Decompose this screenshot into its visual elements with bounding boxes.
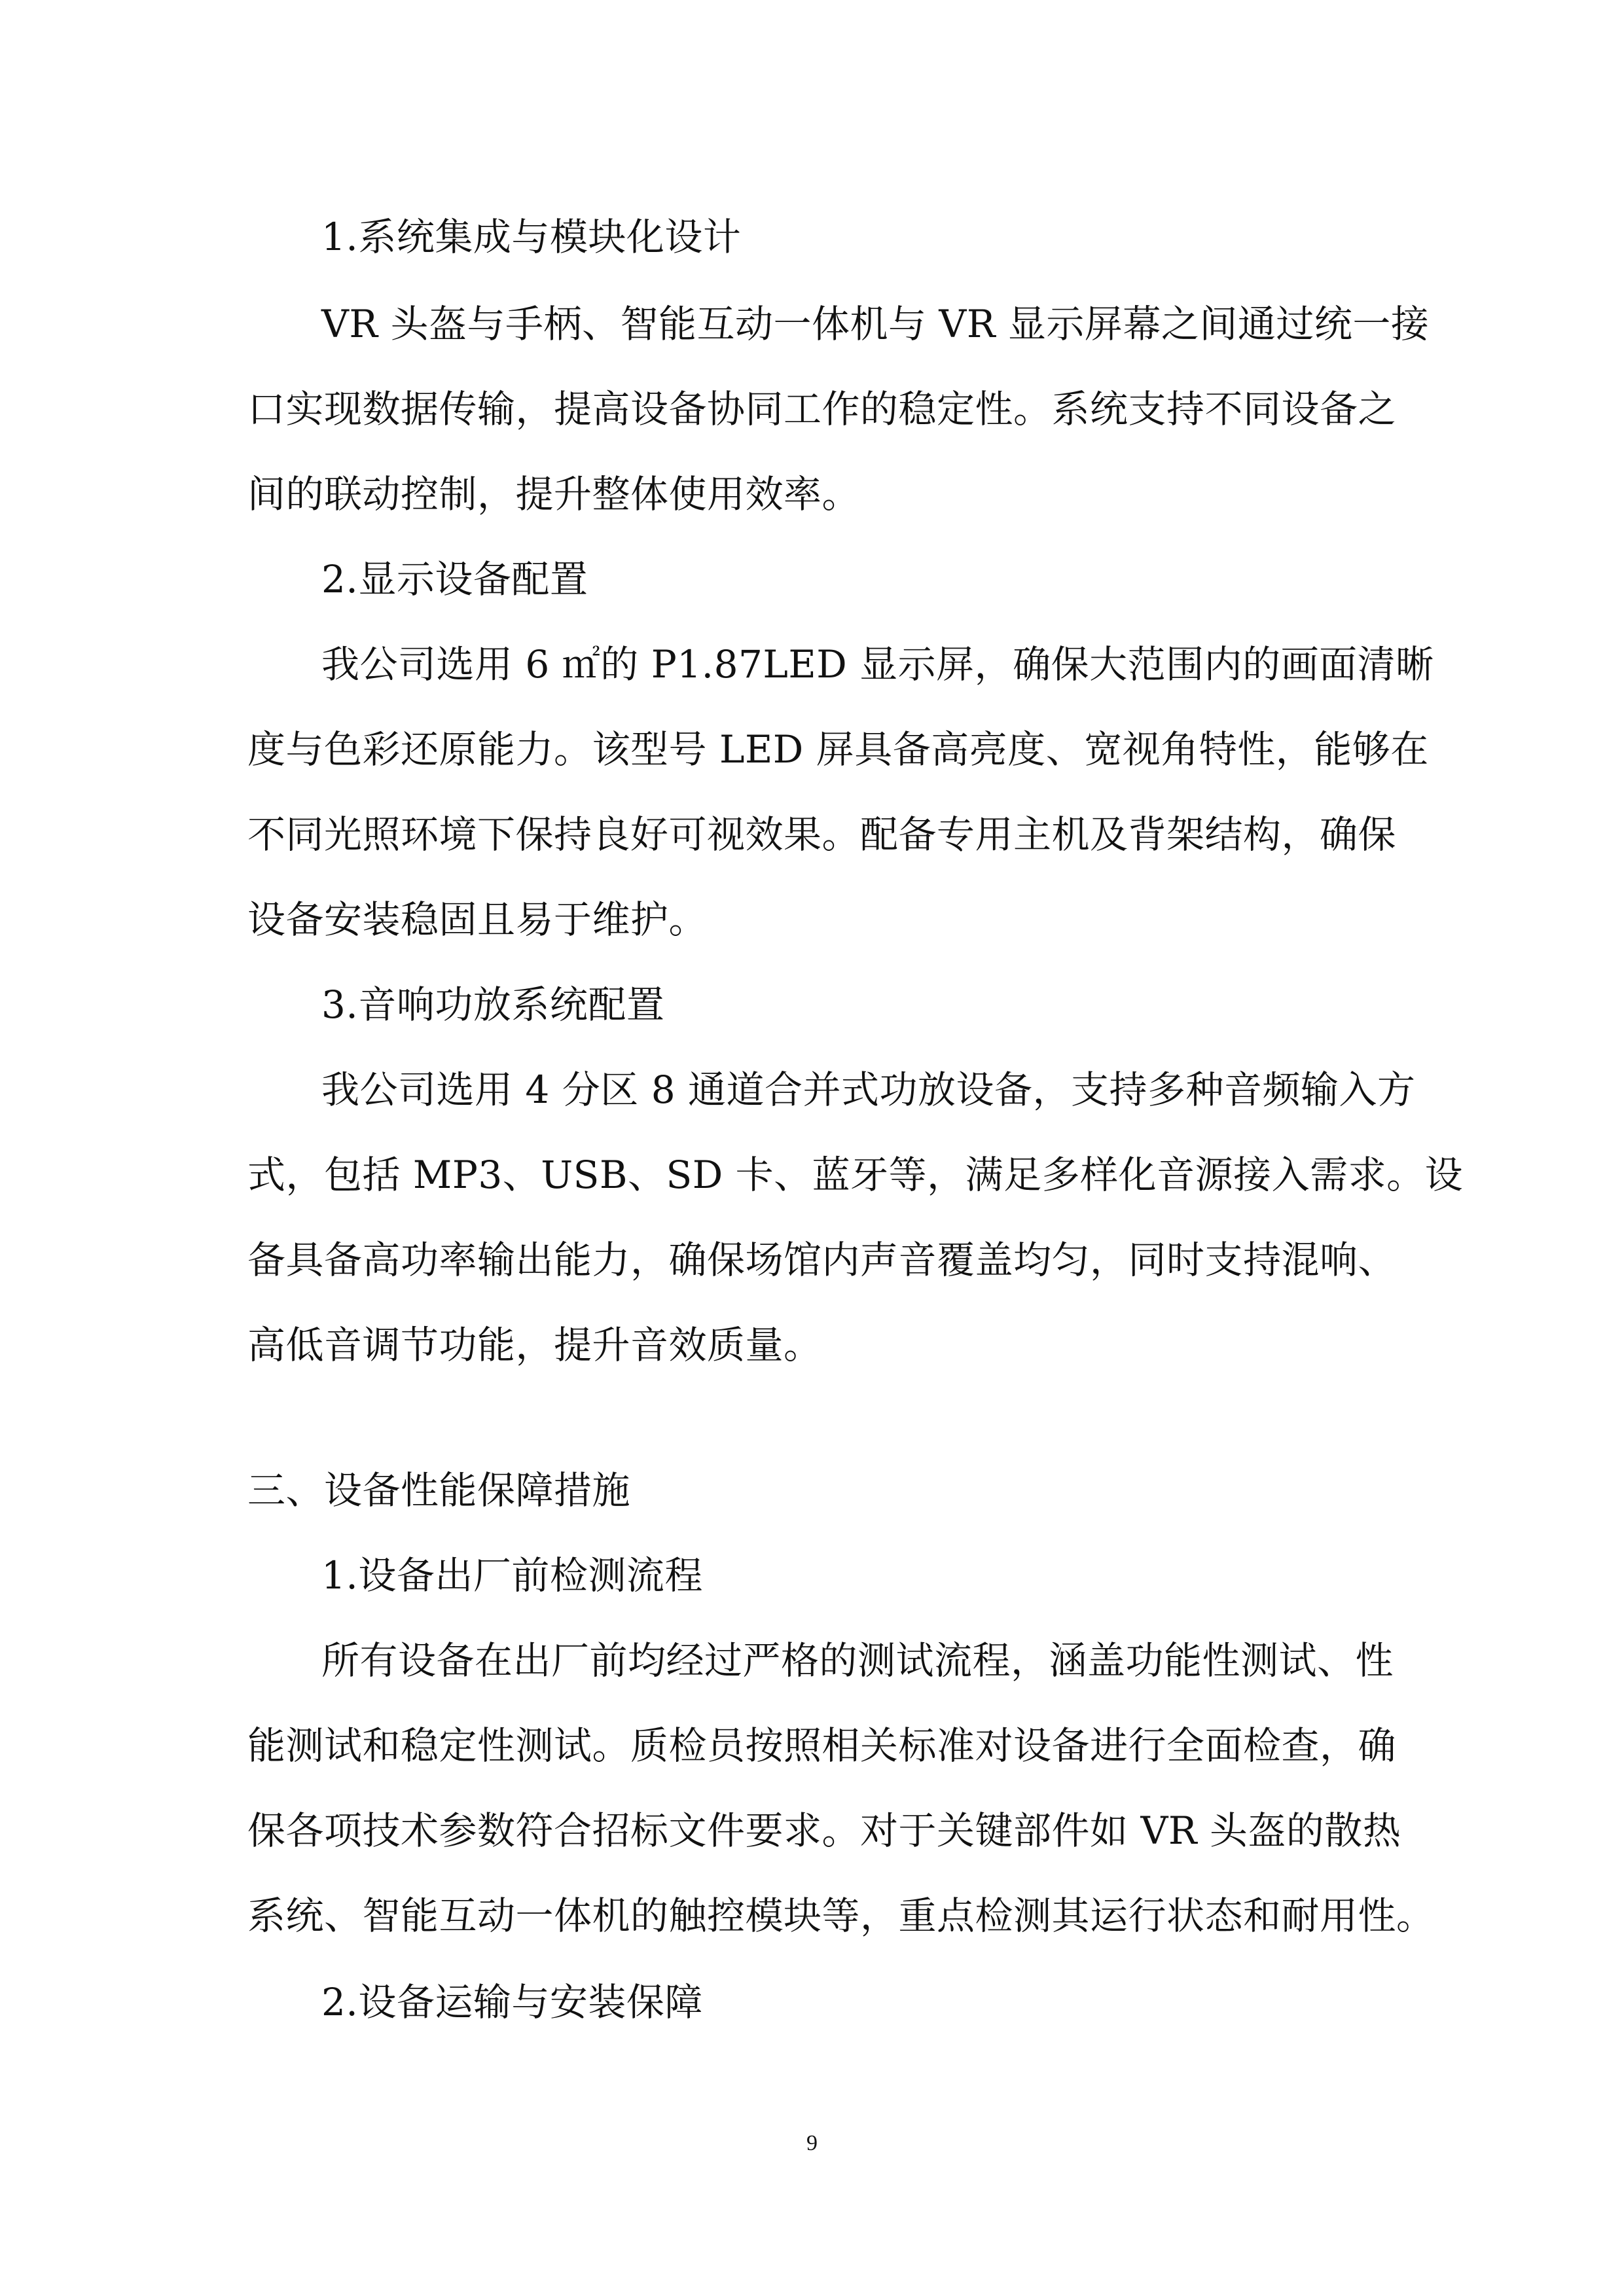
paragraph-line: 间的联动控制，提升整体使用效率。 <box>247 472 861 516</box>
subheading-system-integration: 1.系统集成与模块化设计 <box>321 215 742 259</box>
paragraph-line: 高低音调节功能，提升音效质量。 <box>247 1323 822 1367</box>
paragraph-line: 式，包括 MP3、USB、SD 卡、蓝牙等，满足多样化音源接入需求。设 <box>247 1153 1464 1197</box>
paragraph-line: VR 头盔与手柄、智能互动一体机与 VR 显示屏幕之间通过统一接 <box>321 302 1430 346</box>
section-heading: 三、设备性能保障措施 <box>247 1468 631 1513</box>
paragraph-line: 设备安装稳固且易于维护。 <box>247 897 708 942</box>
paragraph-line: 不同光照环境下保持良好可视效果。配备专用主机及背架结构，确保 <box>247 812 1397 857</box>
subheading-audio-config: 3.音响功放系统配置 <box>321 982 665 1027</box>
paragraph-line: 我公司选用 6 ㎡的 P1.87LED 显示屏，确保大范围内的画面清晰 <box>321 642 1434 687</box>
paragraph-line: 备具备高功率输出能力，确保场馆内声音覆盖均匀，同时支持混响、 <box>247 1238 1397 1282</box>
paragraph-line: 口实现数据传输，提高设备协同工作的稳定性。系统支持不同设备之 <box>247 387 1397 431</box>
paragraph-line: 所有设备在出厂前均经过严格的测试流程，涵盖功能性测试、性 <box>321 1638 1394 1683</box>
paragraph-line: 系统、智能互动一体机的触控模块等，重点检测其运行状态和耐用性。 <box>247 1893 1435 1938</box>
paragraph-line: 度与色彩还原能力。该型号 LED 屏具备高亮度、宽视角特性，能够在 <box>247 727 1429 772</box>
subheading-display-config: 2.显示设备配置 <box>321 557 588 601</box>
subheading-transport-installation: 2.设备运输与安装保障 <box>321 1980 703 2024</box>
page-number: 9 <box>806 2131 818 2155</box>
paragraph-line: 保各项技术参数符合招标文件要求。对于关键部件如 VR 头盔的散热 <box>247 1808 1401 1853</box>
paragraph-line: 能测试和稳定性测试。质检员按照相关标准对设备进行全面检查，确 <box>247 1723 1397 1768</box>
subheading-factory-testing: 1.设备出厂前检测流程 <box>321 1553 703 1598</box>
paragraph-line: 我公司选用 4 分区 8 通道合并式功放设备，支持多种音频输入方 <box>321 1067 1416 1112</box>
